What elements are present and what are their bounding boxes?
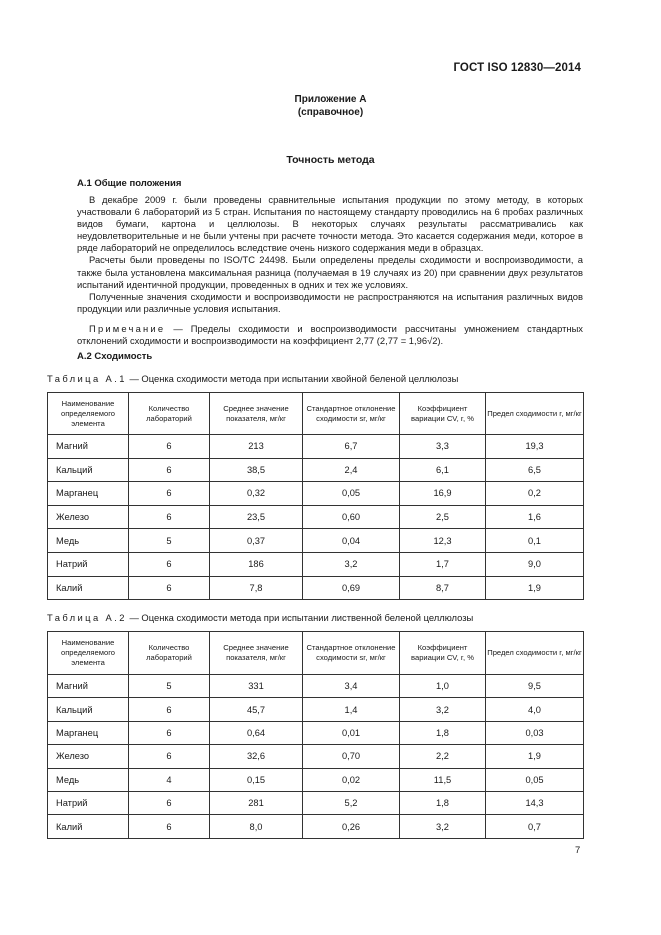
table-cell: 2,4 [303, 458, 400, 482]
table-row [48, 791, 584, 814]
table-cell: Калий [48, 576, 129, 600]
table-cell: 0,37 [210, 529, 303, 553]
table-cell: 0,1 [486, 529, 584, 553]
table2-caption [47, 612, 473, 623]
table2-caption-prefix: Таблица А.2 [47, 612, 127, 623]
table-cell: 4,0 [486, 698, 584, 721]
table2 [47, 631, 584, 839]
table-cell: 8,0 [210, 815, 303, 838]
table-cell: 2,2 [400, 745, 486, 768]
section-a1-body [77, 194, 583, 347]
table-cell: 281 [210, 791, 303, 814]
table-row [48, 552, 584, 576]
table-cell: 0,32 [210, 482, 303, 506]
table-cell: 6 [129, 482, 210, 506]
table-cell: 5 [129, 529, 210, 553]
table-row [48, 675, 584, 698]
table-cell: 2,5 [400, 505, 486, 529]
table-cell: 1,9 [486, 745, 584, 768]
table-cell: 0,60 [303, 505, 400, 529]
table-cell: 0,04 [303, 529, 400, 553]
table-cell: 0,69 [303, 576, 400, 600]
table2-caption-text: — Оценка сходимости метода при испытании лиственной беленой целлюлозы [126, 612, 474, 623]
table-row [48, 529, 584, 553]
table-cell: 0,2 [486, 482, 584, 506]
table-cell: 1,8 [400, 721, 486, 744]
table1-caption-prefix: Таблица А.1 [47, 373, 127, 384]
table-cell: 0,7 [486, 815, 584, 838]
table-cell: 6 [129, 721, 210, 744]
table-cell: 6,5 [486, 458, 584, 482]
paragraph-1: В декабре 2009 г. были проведены сравнительные испытания продукции по этому методу, в которых участвовали 6 лабораторий из 5 стран. Испытания по настоящему стандарту проводились на 6 пробах различных видов бумаги, картона и целлюлозы. В некоторых случаях результаты рассматривались как неудовлетворительные и не были учтены при расчете точности метода. Это касается содержания меди, которое в ряде лабораторий не определилось вследствие очень низкого содержания меди в образцах. [77, 194, 583, 254]
table-cell: Кальций [48, 698, 129, 721]
header-limit: Предел сходимости r, мг/кг [486, 393, 584, 435]
table-cell: 32,6 [210, 745, 303, 768]
table-row [48, 721, 584, 744]
header-sd: Стандартное отклонение сходимости sr, мг/кг [303, 632, 400, 675]
header-labs: Количество лабораторий [129, 393, 210, 435]
table-cell: 1,9 [486, 576, 584, 600]
table-cell: Медь [48, 768, 129, 791]
table2-header-row [48, 632, 584, 675]
table-cell: 9,0 [486, 552, 584, 576]
table-cell: 6 [129, 505, 210, 529]
header-labs: Количество лабораторий [129, 632, 210, 675]
table-cell: 6 [129, 745, 210, 768]
table-cell: 3,4 [303, 675, 400, 698]
table-cell: Магний [48, 675, 129, 698]
table-cell: 0,01 [303, 721, 400, 744]
table-cell: 213 [210, 435, 303, 459]
table-row [48, 698, 584, 721]
appendix-subtitle: (справочное) [297, 107, 364, 118]
table-row [48, 768, 584, 791]
table-cell: 1,6 [486, 505, 584, 529]
page-title: Точность метода [286, 154, 375, 166]
note-sqrt: √2 [427, 335, 438, 347]
appendix-heading [0, 93, 661, 119]
table-cell: 5 [129, 675, 210, 698]
table-cell: 7,8 [210, 576, 303, 600]
table-row [48, 815, 584, 838]
table-cell: 6 [129, 552, 210, 576]
header-cv: Коэффициент вариации CV, r, % [400, 632, 486, 675]
table-cell: 1,0 [400, 675, 486, 698]
table-cell: 0,15 [210, 768, 303, 791]
table-cell: 6 [129, 698, 210, 721]
table-cell: 16,9 [400, 482, 486, 506]
header-mean: Среднее значение показателя, мг/кг [210, 393, 303, 435]
table-cell: Марганец [48, 482, 129, 506]
table-cell: 1,7 [400, 552, 486, 576]
section-a2-heading: А.2 Сходимость [77, 351, 153, 362]
table-cell: 0,64 [210, 721, 303, 744]
table-cell: Медь [48, 529, 129, 553]
table-cell: 19,3 [486, 435, 584, 459]
table-cell: 0,02 [303, 768, 400, 791]
table-cell: 38,5 [210, 458, 303, 482]
table-cell: 6 [129, 576, 210, 600]
document-code: ГОСТ ISO 12830—2014 [453, 62, 581, 74]
table-cell: 0,05 [486, 768, 584, 791]
table1-caption-text: — Оценка сходимости метода при испытании хвойной беленой целлюлозы [126, 373, 459, 384]
paragraph-2: Расчеты были проведены по ISO/TC 24498. Были определены пределы сходимости и воспроизводимости, а также была установлена максимальная разница (получаемая в 19 случаях из 20) при сравнении двух результатов испытаний идентичной продукции, проведенных в одних и тех же условиях. [77, 254, 583, 290]
table-row [48, 435, 584, 459]
table-cell: 14,3 [486, 791, 584, 814]
table-cell: 186 [210, 552, 303, 576]
table-cell: 9,5 [486, 675, 584, 698]
table-cell: 331 [210, 675, 303, 698]
table-cell: Натрий [48, 552, 129, 576]
table-cell: 0,05 [303, 482, 400, 506]
table-cell: 0,70 [303, 745, 400, 768]
header-cv: Коэффициент вариации CV, r, % [400, 393, 486, 435]
table-cell: 5,2 [303, 791, 400, 814]
table-cell: 1,4 [303, 698, 400, 721]
table-cell: 4 [129, 768, 210, 791]
table-row [48, 458, 584, 482]
table-cell: 6,7 [303, 435, 400, 459]
table-row [48, 482, 584, 506]
table-cell: 3,3 [400, 435, 486, 459]
table-cell: 0,26 [303, 815, 400, 838]
table-cell: Калий [48, 815, 129, 838]
header-sd: Стандартное отклонение сходимости sr, мг/кг [303, 393, 400, 435]
table-cell: 6,1 [400, 458, 486, 482]
table-cell: Натрий [48, 791, 129, 814]
note [77, 323, 583, 347]
table1-header-row [48, 393, 584, 435]
table-cell: Железо [48, 505, 129, 529]
table-cell: 11,5 [400, 768, 486, 791]
note-label: Примечание [89, 322, 166, 334]
table-cell: 8,7 [400, 576, 486, 600]
appendix-title: Приложение А [294, 94, 367, 105]
table-cell: 0,03 [486, 721, 584, 744]
table-cell: 45,7 [210, 698, 303, 721]
header-element: Наименование определяемого элемента [48, 393, 129, 435]
section-a1-heading: А.1 Общие положения [77, 178, 182, 189]
table-cell: 6 [129, 435, 210, 459]
table-cell: 1,8 [400, 791, 486, 814]
table-cell: 23,5 [210, 505, 303, 529]
table-row [48, 505, 584, 529]
table-cell: 3,2 [400, 698, 486, 721]
note-end: ). [437, 335, 444, 347]
table-cell: Железо [48, 745, 129, 768]
table-cell: 3,2 [400, 815, 486, 838]
header-mean: Среднее значение показателя, мг/кг [210, 632, 303, 675]
header-limit: Предел сходимости r, мг/кг [486, 632, 584, 675]
table-row [48, 576, 584, 600]
table1-caption [47, 373, 458, 384]
table-cell: Марганец [48, 721, 129, 744]
table-cell: 6 [129, 815, 210, 838]
page-number: 7 [575, 845, 581, 856]
table1 [47, 392, 584, 600]
paragraph-3: Полученные значения сходимости и воспроизводимости не распространяются на испытания различных видов продукции или различные условия испытания. [77, 290, 583, 314]
table-row [48, 745, 584, 768]
table-cell: 3,2 [303, 552, 400, 576]
note-text: — Пределы сходимости и воспроизводимости рассчитаны умножением стандартных отклонений сходимости и воспроизводимости на коэффициент 2,77 (2,77 = 1,96 [77, 322, 583, 347]
table-cell: Кальций [48, 458, 129, 482]
table-cell: Магний [48, 435, 129, 459]
table-cell: 6 [129, 458, 210, 482]
table-cell: 12,3 [400, 529, 486, 553]
header-element: Наименование определяемого элемента [48, 632, 129, 675]
table-cell: 6 [129, 791, 210, 814]
